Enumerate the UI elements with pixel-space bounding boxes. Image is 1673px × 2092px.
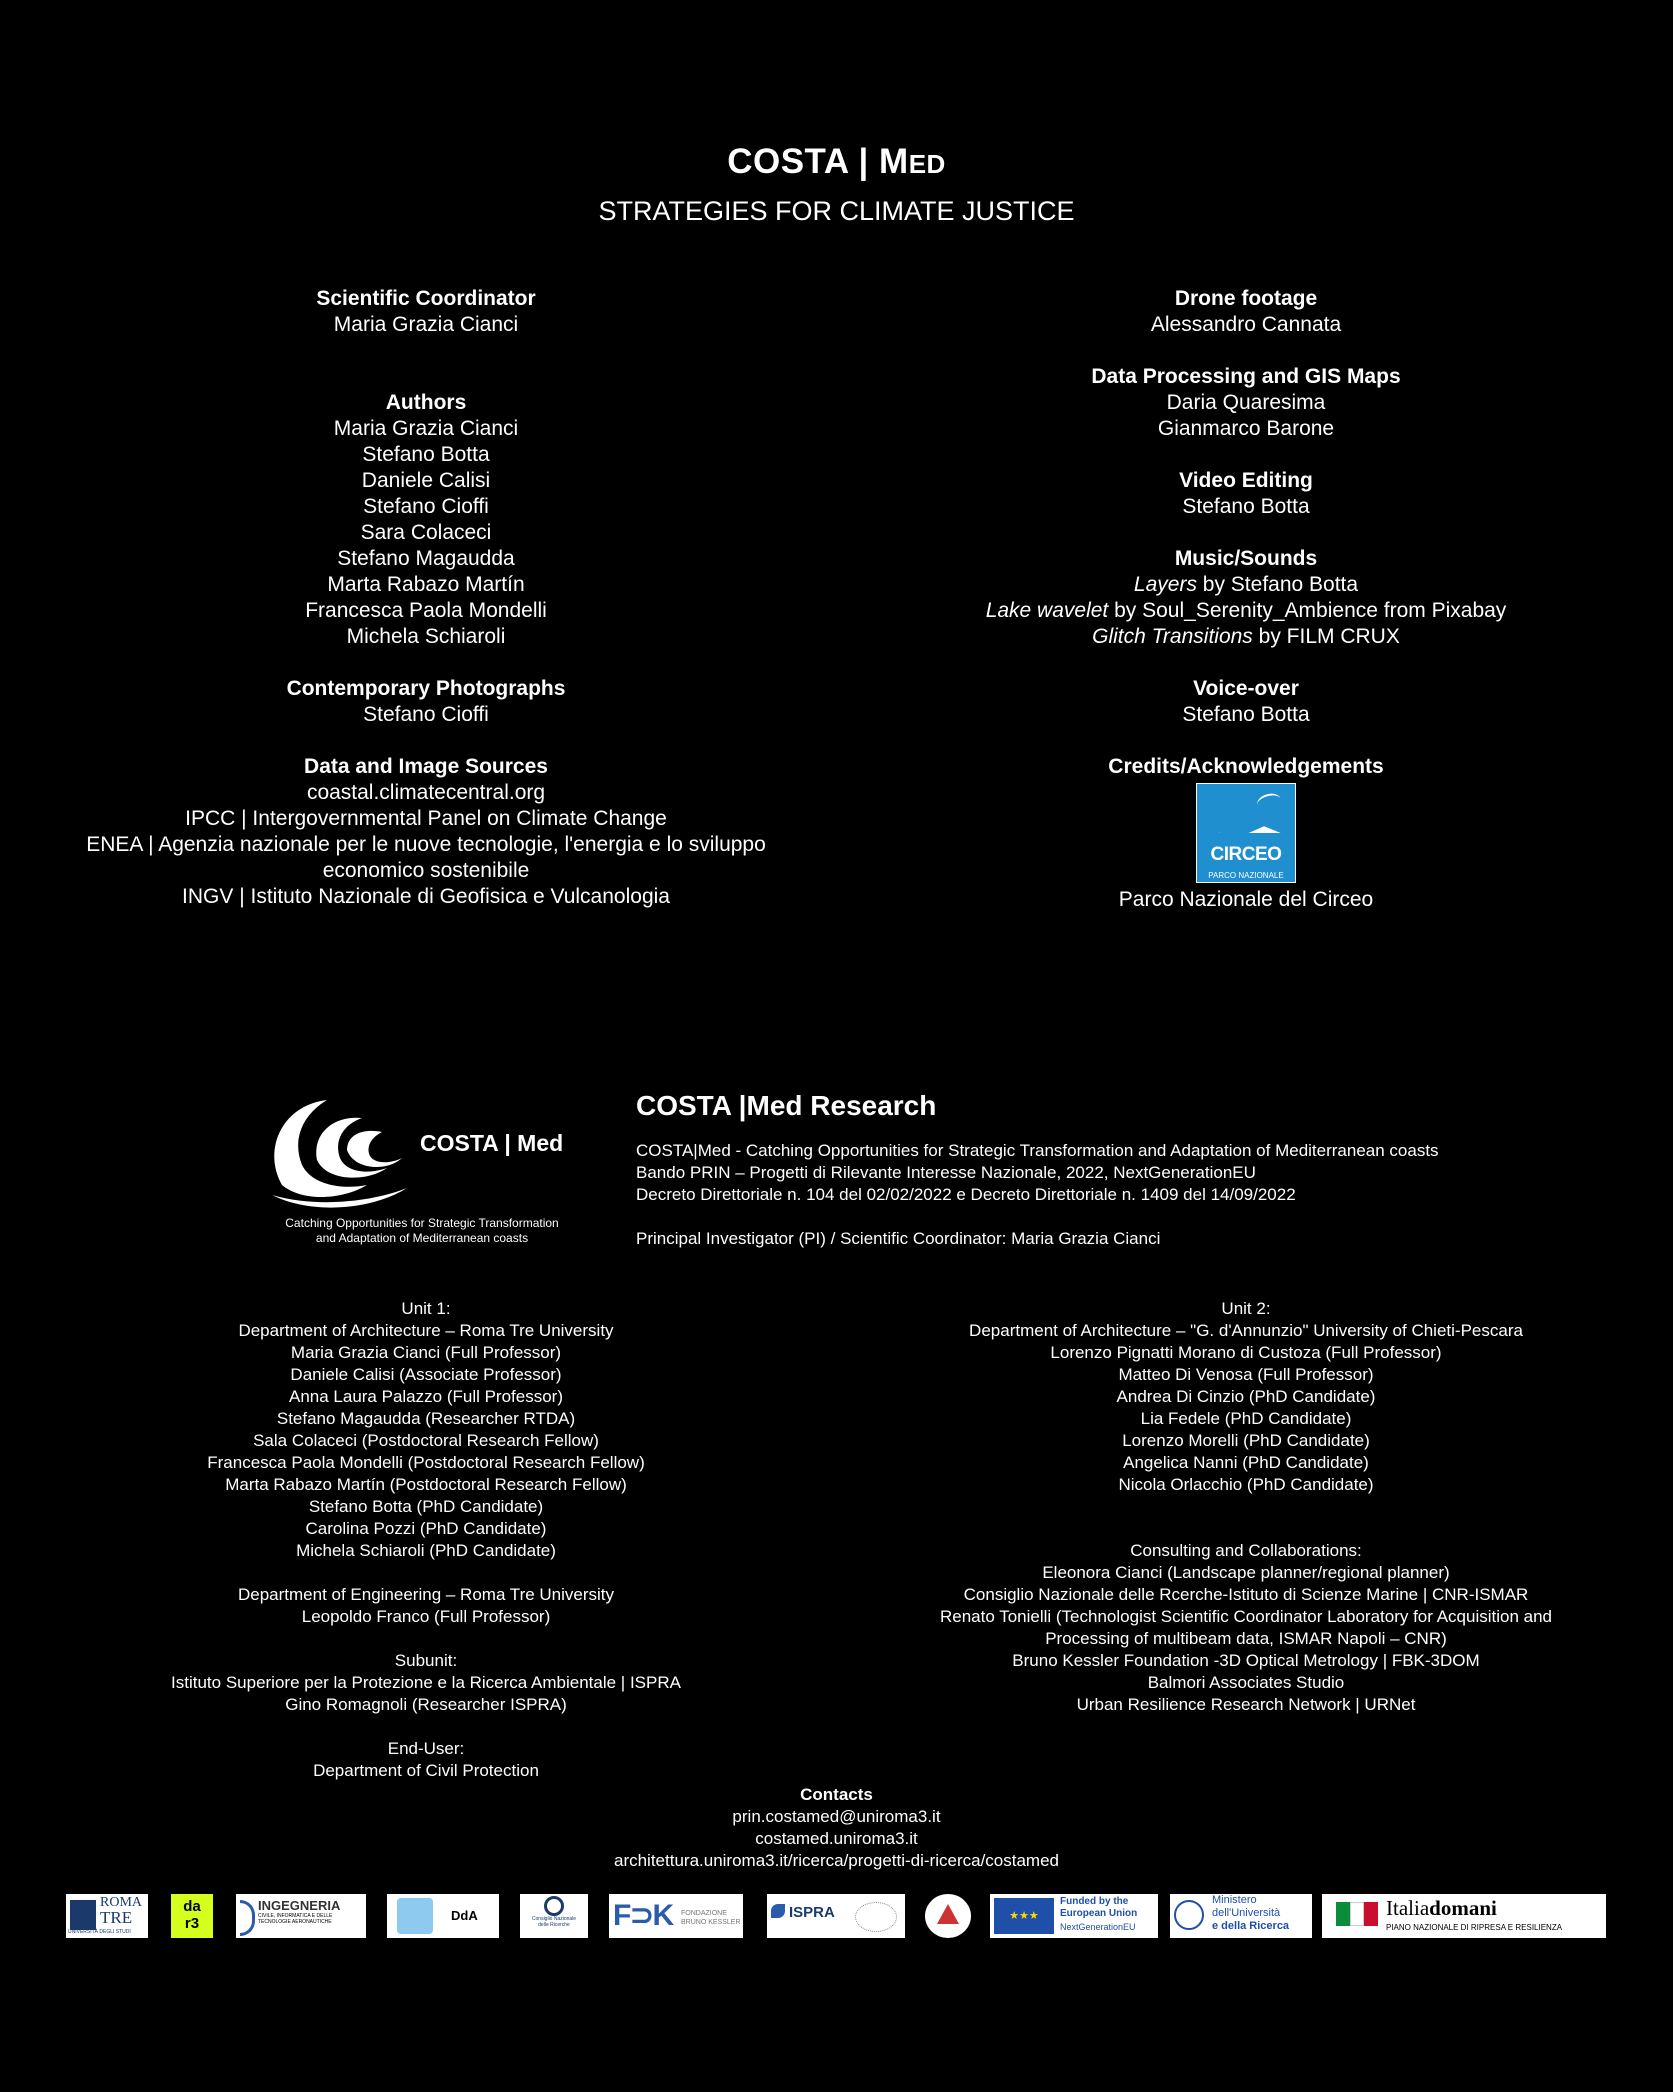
unit-1-heading: Unit 1: <box>401 1299 451 1318</box>
roma-tre-logo: ROMA TRE UNIVERSITÀ DEGLI STUDI <box>66 1894 148 1938</box>
circeo-logo-word: CIRCEO <box>1210 844 1282 865</box>
gis-heading: Data Processing and GIS Maps <box>1091 365 1401 388</box>
subunit-heading: Subunit: <box>394 1651 458 1670</box>
end-user-line: Department of Civil Protection <box>313 1761 539 1780</box>
research-line: Bando PRIN – Progetti di Rilevante Interesse Nazionale, 2022, NextGenerationEU <box>636 1163 1256 1182</box>
dda-logo: DdA <box>387 1894 499 1938</box>
circeo-logo <box>1196 783 1296 883</box>
drone-heading: Drone footage <box>1174 287 1318 310</box>
consulting-line: Bruno Kessler Foundation -3D Optical Metrology | FBK-3DOM <box>1012 1651 1480 1670</box>
contacts-heading: Contacts <box>800 1785 873 1804</box>
italiadomani-logo: Italiadomani PIANO NAZIONALE DI RIPRESA E RESILIENZA <box>1322 1894 1606 1938</box>
photographs-heading: Contemporary Photographs <box>286 677 566 700</box>
author-name: Sara Colaceci <box>360 521 492 544</box>
author-name: Daniele Calisi <box>361 469 491 492</box>
voice-heading: Voice-over <box>1193 677 1299 700</box>
credits-name: Parco Nazionale del Circeo <box>1118 888 1374 911</box>
consulting-line: Processing of multibeam data, ISMAR Napoli – CNR) <box>1045 1629 1447 1648</box>
unit-2-line: Angelica Nanni (PhD Candidate) <box>1123 1453 1369 1472</box>
unit-2 <box>866 1298 1626 1716</box>
consulting-heading: Consulting and Collaborations: <box>1130 1541 1362 1560</box>
unit-1-line: Sala Colaceci (Postdoctoral Research Fellow) <box>253 1431 599 1450</box>
source-item: coastal.climatecentral.org <box>306 781 546 804</box>
unit-1-line: Marta Rabazo Martín (Postdoctoral Research Fellow) <box>225 1475 627 1494</box>
scientific-coordinator-heading: Scientific Coordinator <box>316 287 536 310</box>
bird-icon <box>1255 791 1282 813</box>
unit-1-line: Stefano Botta (PhD Candidate) <box>308 1497 544 1516</box>
unit-2-line: Nicola Orlacchio (PhD Candidate) <box>1118 1475 1374 1494</box>
consulting-line: Renato Tonielli (Technologist Scientific Coordinator Laboratory for Acquisition and <box>939 1607 1553 1626</box>
author-name: Michela Schiaroli <box>346 625 506 648</box>
costa-logo-brand: COSTA | Med <box>420 1130 564 1156</box>
unit-2-line: Lorenzo Morelli (PhD Candidate) <box>1122 1431 1370 1450</box>
ingegneria-logo: INGEGNERIA CIVILE, INFORMATICA E DELLE TECNOLOGIE AERONAUTICHE <box>236 1894 366 1938</box>
unit-2-line: Lorenzo Pignatti Morano di Custoza (Full Professor) <box>1050 1343 1442 1362</box>
consulting-line: Urban Resilience Research Network | URNet <box>1076 1695 1416 1714</box>
research-line: COSTA|Med - Catching Opportunities for Strategic Transformation and Adaptation of Mediterranean coasts <box>636 1141 1439 1160</box>
subunit-line: Gino Romagnoli (Researcher ISPRA) <box>285 1695 567 1714</box>
author-name: Stefano Magaudda <box>337 547 515 570</box>
civil-protection-logo <box>925 1894 971 1938</box>
credits-right-column <box>866 286 1626 913</box>
dara-logo: da r3 <box>171 1894 213 1938</box>
contact-url[interactable]: architettura.uniroma3.it/ricerca/progetti-di-ricerca/costamed <box>613 1851 1059 1870</box>
wave-icon <box>262 1090 412 1215</box>
author-name: Stefano Cioffi <box>363 495 489 518</box>
research-line: Decreto Direttoriale n. 104 del 02/02/2022 e Decreto Direttoriale n. 1409 del 14/09/2022 <box>636 1185 1296 1204</box>
fbk-logo: F⊃K FONDAZIONE BRUNO KESSLER <box>609 1894 743 1938</box>
circeo-logo-sub: PARCO NAZIONALE <box>1208 871 1284 880</box>
consulting-line: Eleonora Cianci (Landscape planner/regional planner) <box>1042 1563 1450 1582</box>
gis-name: Gianmarco Barone <box>1157 417 1335 440</box>
source-item: economico sostenibile <box>322 859 530 882</box>
video-name: Stefano Botta <box>1182 495 1310 518</box>
eu-funding-logo: ★★★ Funded by the European Union NextGenerationEU <box>990 1894 1158 1938</box>
source-item: ENEA | Agenzia nazionale per le nuove tecnologie, l'energia e lo sviluppo <box>86 833 766 856</box>
contact-website[interactable]: costamed.uniroma3.it <box>755 1829 918 1848</box>
contact-email[interactable]: prin.costamed@uniroma3.it <box>732 1807 941 1826</box>
authors-heading: Authors <box>385 391 467 414</box>
unit-1-line: Anna Laura Palazzo (Full Professor) <box>288 1387 564 1406</box>
consulting-line: Consiglio Nazionale delle Rcerche-Istituto di Scienze Marine | CNR-ISMAR <box>963 1585 1529 1604</box>
unit-1-line: Michela Schiaroli (PhD Candidate) <box>296 1541 556 1560</box>
engineering-member: Leopoldo Franco (Full Professor) <box>301 1607 551 1626</box>
gis-name: Daria Quaresima <box>1166 391 1326 414</box>
unit-1-line: Carolina Pozzi (PhD Candidate) <box>305 1519 547 1538</box>
drone-name: Alessandro Cannata <box>1150 313 1342 336</box>
unit-2-line: Matteo Di Venosa (Full Professor) <box>1118 1365 1374 1384</box>
costa-med-logo <box>262 1090 592 1250</box>
unit-1-line: Maria Grazia Cianci (Full Professor) <box>290 1343 562 1362</box>
author-name: Stefano Botta <box>362 443 490 466</box>
music-item: Layers by Stefano Botta <box>1133 573 1359 596</box>
music-heading: Music/Sounds <box>1174 547 1318 570</box>
source-item: IPCC | Intergovernmental Panel on Climate Change <box>185 807 667 830</box>
research-title: COSTA |Med Research <box>636 1090 937 1121</box>
ispra-logo: ISPRA <box>767 1894 905 1938</box>
author-name: Maria Grazia Cianci <box>333 417 519 440</box>
mur-logo: Ministero dell'Università e della Ricerca <box>1170 1894 1312 1938</box>
unit-2-line: Department of Architecture – "G. d'Annunzio" University of Chieti-Pescara <box>969 1321 1523 1340</box>
costa-logo-tagline: Catching Opportunities for Strategic Transformation and Adaptation of Mediterranean coasts <box>285 1216 559 1245</box>
author-name: Marta Rabazo Martín <box>327 573 525 596</box>
credits-left-column <box>46 286 806 910</box>
research-info <box>636 1090 1596 1250</box>
scientific-coordinator-name: Maria Grazia Cianci <box>333 313 519 336</box>
music-item: Lake wavelet by Soul_Serenity_Ambience from Pixabay <box>985 599 1507 622</box>
cnr-logo: Consiglio Nazionale delle Ricerche <box>520 1894 588 1938</box>
unit-1-line: Daniele Calisi (Associate Professor) <box>290 1365 562 1384</box>
unit-2-line: Lia Fedele (PhD Candidate) <box>1140 1409 1352 1428</box>
principal-investigator: Principal Investigator (PI) / Scientific Coordinator: Maria Grazia Cianci <box>636 1229 1161 1248</box>
contacts <box>0 1784 1673 1872</box>
page-subtitle: STRATEGIES FOR CLIMATE JUSTICE <box>598 196 1075 226</box>
unit-1 <box>46 1298 806 1782</box>
unit-1-line: Department of Architecture – Roma Tre University <box>238 1321 614 1340</box>
unit-1-line: Francesca Paola Mondelli (Postdoctoral Research Fellow) <box>207 1453 645 1472</box>
music-item: Glitch Transitions by FILM CRUX <box>1092 625 1400 648</box>
unit-1-line: Stefano Magaudda (Researcher RTDA) <box>276 1409 576 1428</box>
voice-name: Stefano Botta <box>1182 703 1310 726</box>
subunit-line: Istituto Superiore per la Protezione e la Ricerca Ambientale | ISPRA <box>171 1673 681 1692</box>
consulting-line: Balmori Associates Studio <box>1147 1673 1345 1692</box>
author-name: Francesca Paola Mondelli <box>305 599 547 622</box>
sources-heading: Data and Image Sources <box>304 755 548 778</box>
engineering-dept: Department of Engineering – Roma Tre University <box>237 1585 615 1604</box>
credits-heading: Credits/Acknowledgements <box>1108 755 1384 778</box>
end-user-heading: End-User: <box>387 1739 465 1758</box>
source-item: INGV | Istituto Nazionale di Geofisica e Vulcanologia <box>182 885 670 908</box>
unit-2-heading: Unit 2: <box>1221 1299 1271 1318</box>
video-heading: Video Editing <box>1179 469 1313 492</box>
unit-2-line: Andrea Di Cinzio (PhD Candidate) <box>1116 1387 1376 1406</box>
photographs-name: Stefano Cioffi <box>363 703 489 726</box>
page-title: COSTA | MED <box>727 142 946 181</box>
